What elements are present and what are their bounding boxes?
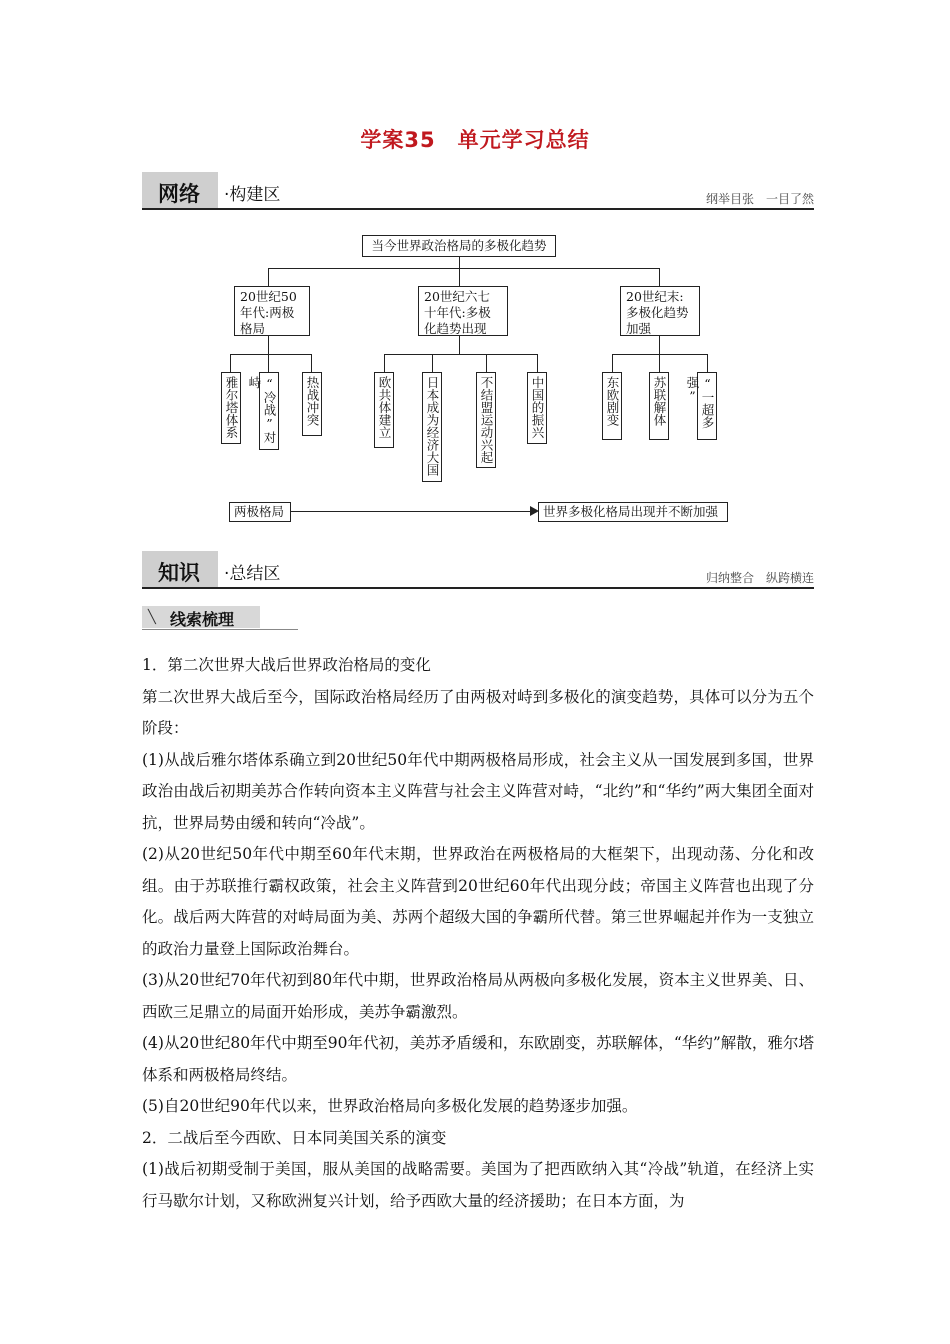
section-subtitle: ·构建区 — [224, 185, 281, 205]
connector — [384, 354, 538, 355]
connector — [230, 354, 231, 372]
connector — [659, 354, 660, 372]
diagram-leaf-2-2: 日本成为经济大国 — [422, 372, 442, 482]
connector — [459, 336, 460, 354]
body-text — [142, 650, 814, 1217]
clue-heading — [142, 606, 298, 630]
paragraph: 1．第二次世界大战后世界政治格局的变化 — [142, 656, 431, 674]
paragraph: 第二次世界大战后至今，国际政治格局经历了由两极对峙到多极化的演变趋势，具体可以分为五个阶段： — [142, 687, 814, 737]
diagram-leaf-2-4: 中国的振兴 — [527, 372, 547, 444]
connector — [659, 268, 660, 286]
connector — [311, 354, 312, 372]
knowledge-section-header — [142, 551, 814, 591]
connector — [707, 354, 708, 372]
diagram-leaf-1-2: “冷战”对峙 — [259, 372, 279, 450]
section-rule — [142, 587, 814, 589]
connector — [486, 354, 487, 372]
concept-diagram — [0, 0, 950, 540]
flow-end: 世界多极化格局出现并不断加强 — [538, 502, 728, 522]
paragraph: 2．二战后至今西欧、日本同美国关系的演变 — [142, 1128, 447, 1147]
clue-heading-text: 线索梳理 — [170, 610, 235, 629]
paragraph: (3)从20世纪70年代初到80年代中期，世界政治格局从两极向多极化发展，资本主义世界美、日、西欧三足鼎立的局面开始形成，美苏争霸激烈。 — [142, 971, 814, 1021]
section-subtitle: ·总结区 — [224, 564, 281, 584]
flow-arrow-line — [291, 511, 532, 512]
diagram-root: 当今世界政治格局的多极化趋势 — [362, 235, 556, 257]
connector — [268, 268, 269, 286]
section-hint: 纲举目张 一目了然 — [705, 192, 814, 206]
connector — [268, 336, 269, 354]
connector — [612, 354, 708, 355]
paragraph: (4)从20世纪80年代中期至90年代初，美苏矛盾缓和，东欧剧变，苏联解体，“华约”解散，雅尔塔体系和两极格局终结。 — [142, 1034, 814, 1084]
connector — [268, 354, 269, 372]
connector — [612, 354, 613, 372]
connector — [384, 354, 385, 372]
clue-heading-underline — [142, 629, 298, 630]
paragraph: (5)自20世纪90年代以来，世界政治格局向多极化发展的趋势逐步加强。 — [142, 1097, 638, 1115]
connector — [659, 336, 660, 354]
paragraph: (1)战后初期受制于美国，服从美国的战略需要。美国为了把西欧纳入其“冷战”轨道，在经济上实行马歇尔计划，又称欧洲复兴计划，给予西欧大量的经济援助；在日本方面，为 — [142, 1160, 814, 1210]
diagram-leaf-1-1: 雅尔塔体系 — [221, 372, 241, 444]
diagram-branch-1: 20世纪50年代:两极格局 — [234, 286, 310, 336]
connector — [268, 268, 660, 269]
flow-start: 两极格局 — [229, 502, 291, 522]
diagram-leaf-3-3: “一超多强” — [697, 372, 717, 440]
diagram-leaf-2-3: 不结盟运动兴起 — [476, 372, 496, 468]
section-tab — [142, 551, 218, 587]
paragraph: (2)从20世纪50年代中期至60年代末期，世界政治在两极格局的大框架下，出现动荡、分化和改组。由于苏联推行霸权政策，社会主义阵营到20世纪60年代出现分歧；帝国主义阵营也出现了分化。战后两大阵营的对峙局面为美、苏两个超级大国的争霸所代替。第三世界崛起并作为一支独立的政治力量登上国际政治舞台。 — [142, 845, 814, 958]
diagram-branch-3: 20世纪末:多极化趋势加强 — [620, 286, 700, 336]
diagram-branch-2: 20世纪六七十年代:多极化趋势出现 — [418, 286, 508, 336]
section-tab-label: 知识 — [158, 561, 200, 585]
page-title: 学案35 单元学习总结 — [360, 128, 590, 152]
diagram-leaf-3-1: 东欧剧变 — [602, 372, 622, 440]
diagram-leaf-2-1: 欧共体建立 — [374, 372, 394, 448]
connector — [537, 354, 538, 372]
slash-mark-icon: ╲ — [148, 610, 156, 625]
section-tab-label: 网络 — [158, 182, 200, 206]
connector — [432, 354, 433, 372]
connector — [459, 268, 460, 286]
connector — [230, 354, 312, 355]
diagram-leaf-1-3: 热战冲突 — [302, 372, 322, 436]
paragraph: (1)从战后雅尔塔体系确立到20世纪50年代中期两极格局形成，社会主义从一国发展到多国，世界政治由战后初期美苏合作转向资本主义阵营与社会主义阵营对峙，“北约”和“华约”两大集团全面对抗，世界局势由缓和转向“冷战”。 — [142, 750, 814, 832]
section-hint: 归纳整合 纵跨横连 — [705, 571, 814, 585]
diagram-leaf-3-2: 苏联解体 — [649, 372, 669, 440]
